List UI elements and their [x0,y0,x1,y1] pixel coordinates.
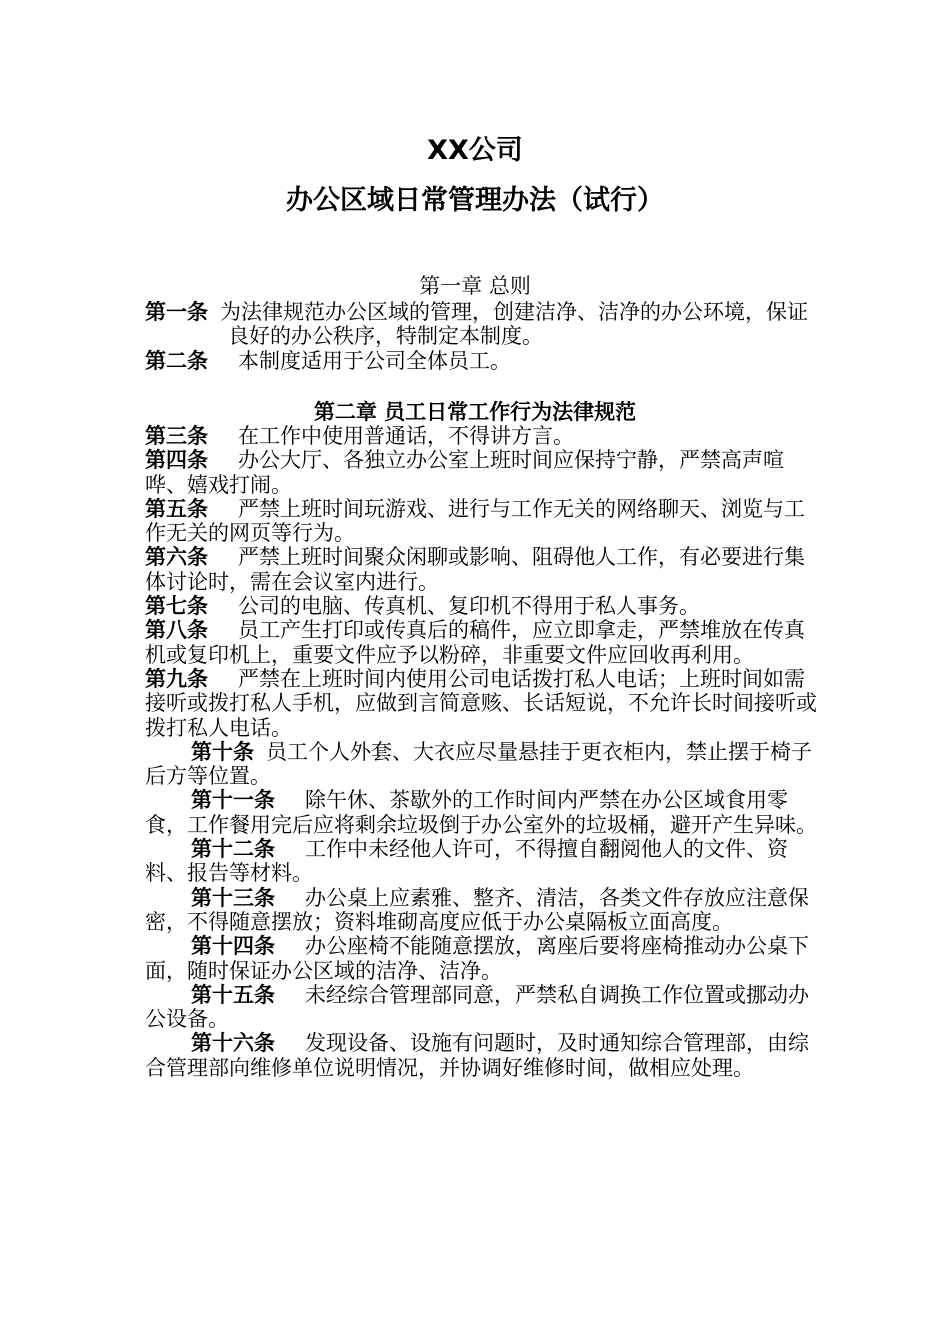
article [145,424,820,448]
article-label: 第八条 [145,618,208,643]
article-text: 除午休、茶歇外的工作时间内严禁在办公区域食用零食，工作餐用完后应将剩余垃圾倒于办公室外的垃圾桶，避开产生异味。 [145,788,817,837]
article [145,594,820,618]
chapter-heading-2: 第二章 员工日常工作行为法律规范 [313,400,637,424]
article [145,740,820,789]
article [145,1031,820,1080]
article-text: 办公座椅不能随意摆放，离座后要将座椅推动办公桌下面，随时保证办公区域的洁净、洁净。 [145,934,809,983]
article-label: 第七条 [145,594,208,619]
article [145,448,820,497]
article-label: 第六条 [145,545,208,570]
article-text: 本制度适用于公司全体员工。 [238,348,511,373]
article [145,497,820,546]
article-text: 工作中未经他人许可，不得擅自翻阅他人的文件、资料、报告等材料。 [145,837,788,886]
chapter-1-articles [145,300,820,373]
company-name: XX公司 [427,135,523,166]
article-label: 第二条 [145,348,208,373]
article [145,983,820,1032]
article-label: 第十一条 [191,788,275,813]
article [145,788,820,837]
article [145,886,820,935]
article [145,837,820,886]
article-label: 第十二条 [191,837,275,862]
article [145,667,820,740]
article-label: 第四条 [145,448,208,473]
article-label: 第十条 [191,739,254,764]
chapter-2-articles [145,424,820,1080]
article-text: 员工个人外套、大衣应尽量悬挂于更衣柜内，禁止摆于椅子后方等位置。 [145,739,812,789]
article-text: 发现设备、设施有问题时，及时通知综合管理部，由综合管理部向维修单位说明情况，并协调好维修时间，做相应处理。 [145,1031,809,1080]
article-text: 公司的电脑、传真机、复印机不得用于私人事务。 [238,594,700,619]
article [145,618,820,667]
document-title: 办公区域日常管理办法（试行） [286,185,664,216]
article-text: 办公大厅、各独立办公室上班时间应保持宁静，严禁高声喧哗、嬉戏打闹。 [145,448,784,497]
article-text: 办公桌上应素雅、整齐、清洁，各类文件存放应注意保密，不得随意摆放；资料堆砌高度应低于办公桌隔板立面高度。 [145,885,809,934]
article-label: 第十五条 [191,982,275,1007]
article-text: 为法律规范办公区域的管理，创建洁净、洁净的办公环境，保证良好的办公秩序，特制定本制度。 [220,300,808,349]
article [145,545,820,594]
chapter-heading-1: 第一章 总则 [419,274,531,298]
article-label: 第十四条 [191,934,275,959]
article-text: 在工作中使用普通话，不得讲方言。 [238,424,574,448]
article [145,300,820,349]
article-text: 严禁在上班时间内使用公司电话拨打私人电话；上班时间如需接听或拨打私人手机，应做到言简意赅、长话短说，不允许长时间接听或拨打私人电话。 [145,666,817,740]
article-text: 未经综合管理部同意，严禁私自调换工作位置或挪动办公设备。 [145,982,809,1032]
article-text: 严禁上班时间玩游戏、进行与工作无关的网络聊天、浏览与工作无关的网页等行为。 [145,496,805,546]
article-label: 第九条 [145,666,208,691]
article [145,934,820,983]
article-label: 第三条 [145,424,208,448]
article-text: 严禁上班时间聚众闲聊或影响、阻碍他人工作，有必要进行集体讨论时，需在会议室内进行。 [145,545,805,594]
article-label: 第十六条 [191,1031,275,1056]
article-label: 第十三条 [191,885,275,910]
article-label: 第一条 [145,300,208,324]
article-label: 第五条 [145,496,208,521]
article [145,349,820,373]
article-text: 员工产生打印或传真后的稿件，应立即拿走，严禁堆放在传真机或复印机上，重要文件应予以粉碎，非重要文件应回收再利用。 [145,618,805,667]
